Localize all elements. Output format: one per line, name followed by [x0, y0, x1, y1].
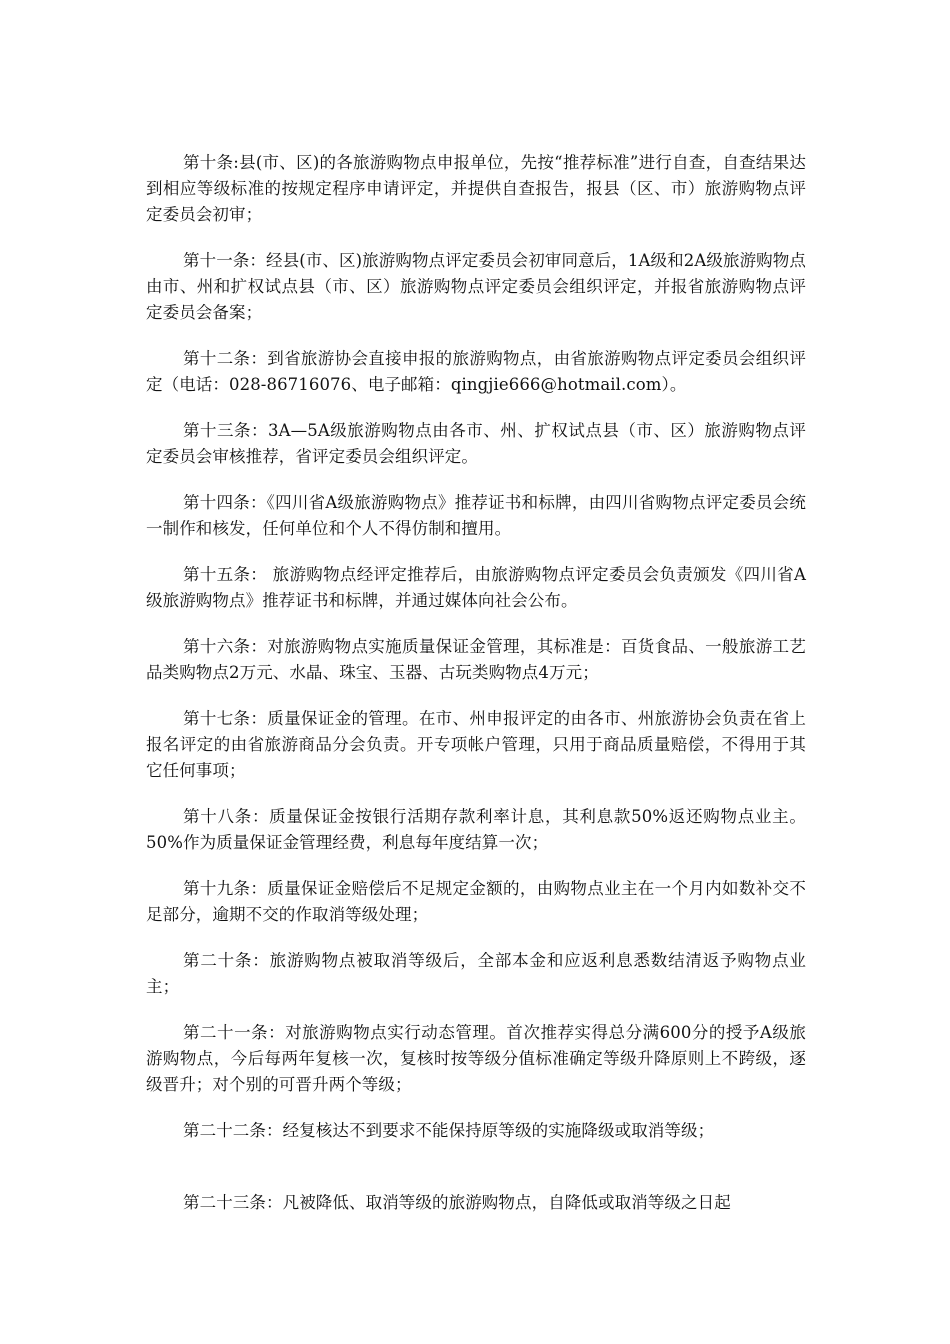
article-paragraph-art-12: 第十二条：到省旅游协会直接申报的旅游购物点，由省旅游购物点评定委员会组织评定（电话：028-86716076、电子邮箱：qingjie666@hotmail.com）。: [146, 349, 806, 394]
article-paragraph-art-11: 第十一条：经县(市、区)旅游购物点评定委员会初审同意后，1A级和2A级旅游购物点由市、州和扩权试点县（市、区）旅游购物点评定委员会组织评定，并报省旅游购物点评定委员会备案；: [146, 251, 806, 322]
article-paragraph-art-13: 第十三条：3A—5A级旅游购物点由各市、州、扩权试点县（市、区）旅游购物点评定委员会审核推荐，省评定委员会组织评定。: [146, 421, 806, 466]
article-paragraph-art-10: 第十条:县(市、区)的各旅游购物点申报单位，先按“推荐标准”进行自查，自查结果达到相应等级标准的按规定程序申请评定，并提供自查报告，报县（区、市）旅游购物点评定委员会初审；: [146, 153, 806, 224]
article-paragraph-art-14: 第十四条：《四川省A级旅游购物点》推荐证书和标牌，由四川省购物点评定委员会统一制作和核发，任何单位和个人不得仿制和擅用。: [146, 493, 806, 538]
article-paragraph-art-19: 第十九条：质量保证金赔偿后不足规定金额的，由购物点业主在一个月内如数补交不足部分，逾期不交的作取消等级处理；: [146, 879, 806, 924]
article-paragraph-art-23: 第二十三条：凡被降低、取消等级的旅游购物点，自降低或取消等级之日起: [183, 1193, 731, 1212]
article-paragraph-art-22: 第二十二条：经复核达不到要求不能保持原等级的实施降级或取消等级；: [183, 1121, 715, 1140]
article-paragraph-art-18: 第十八条：质量保证金按银行活期存款利率计息，其利息款50%返还购物点业主。50%作为质量保证金管理经费，利息每年度结算一次；: [146, 807, 806, 852]
article-paragraph-art-21: 第二十一条：对旅游购物点实行动态管理。首次推荐实得总分满600分的授予A级旅游购物点，今后每两年复核一次，复核时按等级分值标准确定等级升降原则上不跨级，逐级晋升；对个别的可晋升两个等级；: [146, 1023, 806, 1094]
article-paragraph-art-20: 第二十条：旅游购物点被取消等级后，全部本金和应返利息悉数结清返予购物点业主；: [146, 951, 806, 996]
article-paragraph-art-16: 第十六条：对旅游购物点实施质量保证金管理，其标准是：百货食品、一般旅游工艺品类购物点2万元、水晶、珠宝、玉器、古玩类购物点4万元；: [146, 637, 806, 682]
article-paragraph-art-17: 第十七条：质量保证金的管理。在市、州申报评定的由各市、州旅游协会负责在省上报名评定的由省旅游商品分会负责。开专项帐户管理，只用于商品质量赔偿，不得用于其它任何事项；: [146, 709, 806, 780]
article-paragraph-art-15: 第十五条： 旅游购物点经评定推荐后，由旅游购物点评定委员会负责颁发《四川省A级旅游购物点》推荐证书和标牌，并通过媒体向社会公布。: [146, 565, 806, 610]
